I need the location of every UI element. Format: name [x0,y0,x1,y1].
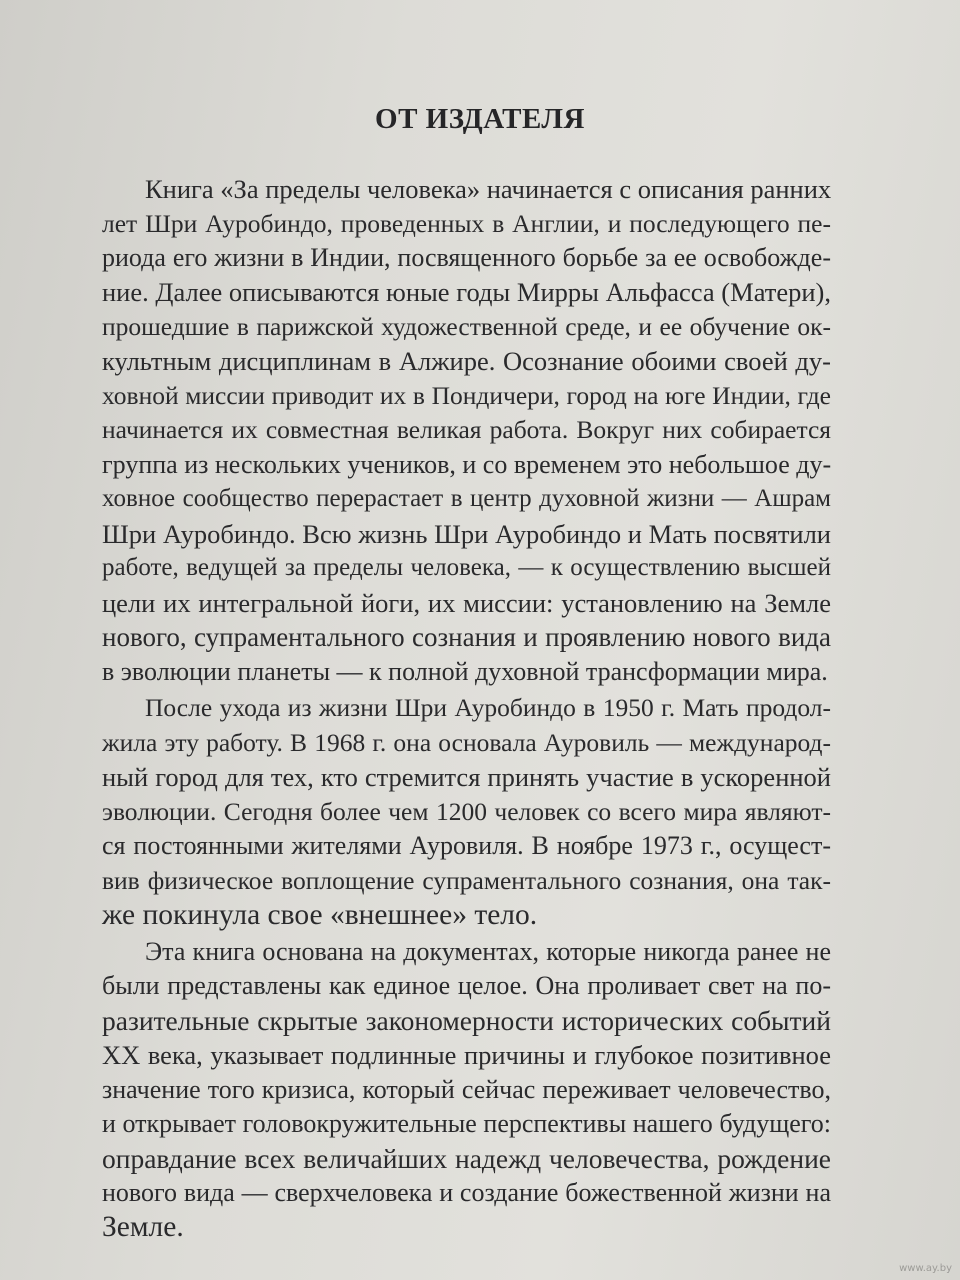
text-line: были представлены как единое целое. Она проливает свет на по- [102,971,831,1000]
text-line: культным дисциплинам в Алжире. Осознание обоими своей ду- [102,346,831,376]
text-line: цели их интегральной йоги, их миссии: установлению на Земле [102,588,831,618]
text-line: ховное сообщество перерастает в центр духовной жизни — Ашрам [102,485,831,512]
text-line: После ухода из жизни Шри Ауробиндо в 1950 г. Мать продол- [145,693,831,722]
text-line: нового, супраментального сознания и проявлению нового вида [102,622,831,652]
text-line: нового вида — сверхчеловека и создание божественной жизни на [102,1178,831,1207]
text-line: и открывает головокружительные перспективы нашего будущего: [102,1109,831,1138]
text-line: ся постоянными жителями Ауровиля. В ноябре 1973 г., осущест- [102,831,831,860]
watermark: www.ay.by [899,1263,952,1274]
text-line: Книга «За пределы человека» начинается с описания ранних [145,174,832,204]
text-line: Земле. [102,1211,184,1243]
text-line: же покинула свое «внешнее» тело. [102,899,538,931]
page-title: ОТ ИЗДАТЕЛЯ [375,103,585,135]
text-line: Шри Ауробиндо. Всю жизнь Шри Ауробиндо и Мать посвятили [102,519,831,549]
text-line: ный город для тех, кто стремится принять участие в ускоренной [102,762,831,792]
text-line: группа из нескольких учеников, и со временем это небольшое ду- [102,450,832,479]
text-line: оправдание всех величайших надежд человечества, рождение [102,1143,831,1174]
text-line: прошедшие в парижской художественной среде, и ее обучение ок- [102,312,831,341]
text-line: значение того кризиса, который сейчас переживает человечество, [102,1075,831,1104]
text-line: разительные скрытые закономерности исторических событий [102,1005,831,1036]
text-line: риода его жизни в Индии, посвященного борьбе за ее освобожде- [102,243,831,272]
text-line: XX века, указывает подлинные причины и глубокое позитивное [102,1040,831,1070]
text-line: ховной миссии приводит их в Пондичери, город на юге Индии, где [102,381,831,410]
text-line: работе, ведущей за пределы человека, — к осуществлению высшей [102,554,831,581]
text-line: вив физическое воплощение супраментального сознания, она так- [102,866,831,895]
text-line: эволюции. Сегодня более чем 1200 человек со всего мира являют- [102,797,831,826]
text-line: в эволюции планеты — к полной духовной трансформации мира. [102,657,828,686]
text-line: жила эту работу. В 1968 г. она основала Ауровиль — международ- [102,728,831,757]
text-line: начинается их совместная великая работа. Вокруг них собирается [102,415,831,444]
text-line: лет Шри Ауробиндо, проведенных в Англии, и последующего пе- [102,209,831,238]
text-line: ние. Далее описываются юные годы Мирры Альфасса (Матери), [102,277,831,307]
text-line: Эта книга основана на документах, которые никогда ранее не [145,937,831,966]
